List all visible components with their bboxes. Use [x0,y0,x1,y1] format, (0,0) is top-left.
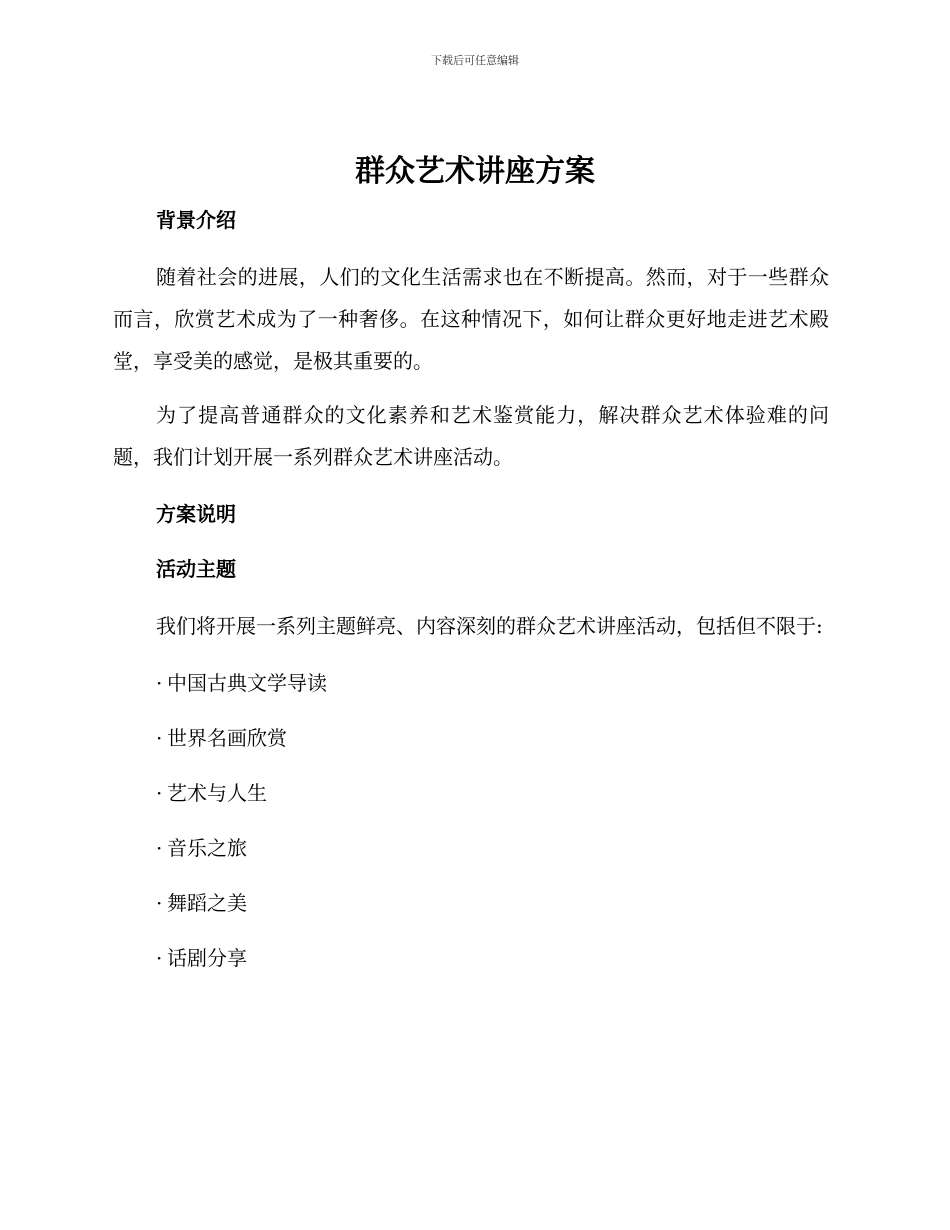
header-note: 下载后可任意编辑 [431,54,519,67]
list-item-label: 话剧分享 [167,946,247,970]
topic-list [113,665,829,976]
list-item-label: 中国古典文学导读 [167,671,327,695]
bullet-icon: · [156,836,163,860]
list-item [113,720,829,756]
bullet-icon: · [156,671,163,695]
bullet-icon: · [156,726,163,750]
list-item [113,940,829,976]
list-item [113,775,829,811]
theme-paragraph: 我们将开展一系列主题鲜亮、内容深刻的群众艺术讲座活动，包括但不限于: [156,614,823,638]
background-paragraph-1: 随着社会的进展，人们的文化生活需求也在不断提高。然而，对于一些群众而言，欣赏艺术成为了一种奢侈。在这种情况下，如何让群众更好地走进艺术殿堂，享受美的感觉，是极其重要的。 [113,265,829,373]
list-item [113,665,829,701]
section-heading-plan: 方案说明 [156,502,236,526]
list-item [113,885,829,921]
background-paragraph-2: 为了提高普通群众的文化素养和艺术鉴赏能力，解决群众艺术体验难的问题，我们计划开展一系列群众艺术讲座活动。 [113,403,829,469]
section-heading-theme: 活动主题 [156,557,236,581]
page-title: 群众艺术讲座方案 [355,154,595,189]
section-heading-background: 背景介绍 [156,208,236,232]
list-item-label: 艺术与人生 [167,781,267,805]
list-item-label: 世界名画欣赏 [167,726,287,750]
bullet-icon: · [156,781,163,805]
list-item-label: 舞蹈之美 [167,891,247,915]
document-body [113,202,829,995]
bullet-icon: · [156,891,163,915]
bullet-icon: · [156,946,163,970]
list-item-label: 音乐之旅 [167,836,247,860]
list-item [113,830,829,866]
